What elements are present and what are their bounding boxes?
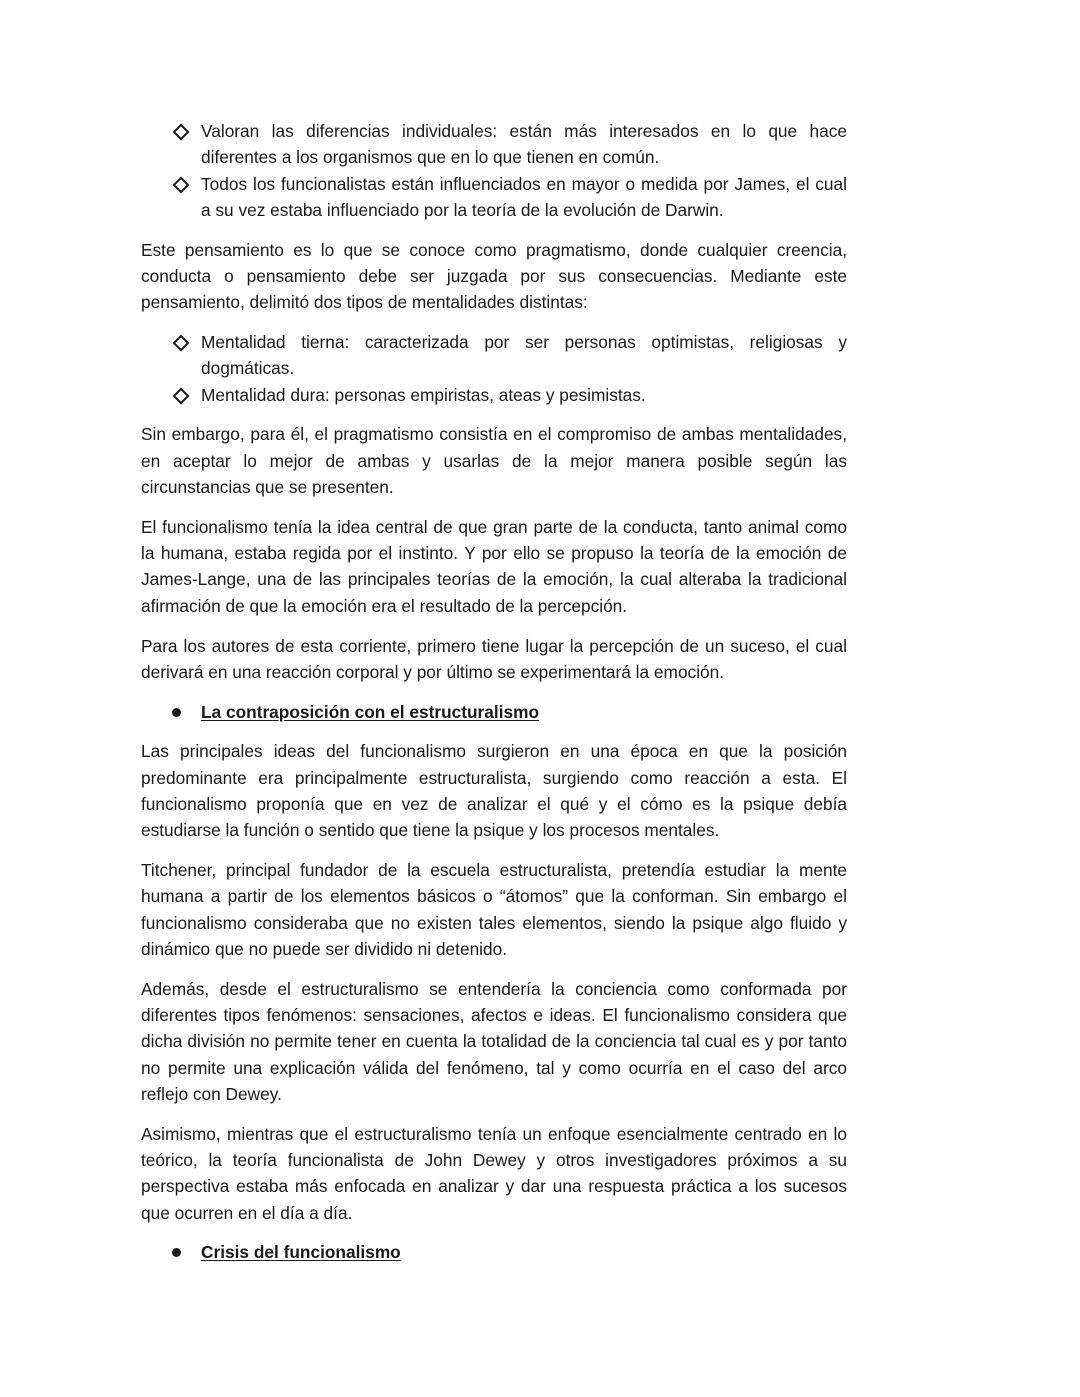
paragraph-percepcion: Para los autores de esta corriente, primero tiene lugar la percepción de un suceso, el cual derivará en una reacción corporal y por último se experimentará la emoción. [141,635,847,682]
list-item [141,171,847,224]
paragraph-titchener: Titchener, principal fundador de la escuela estructuralista, pretendía estudiar la mente humana a partir de los elementos básicos o “átomos” que la conforman. Sin embargo el funcionalismo consideraba que no existen tales elementos, siendo la psique algo fluido y dinámico que no puede ser dividido ni detenido. [141,860,847,960]
list-item-text: Mentalidad tierna: caracterizada por ser personas optimistas, religiosas y dogmáticas. [201,332,847,379]
section-heading-text: La contraposición con el estructuralismo [201,701,540,722]
paragraph-compromiso: Sin embargo, para él, el pragmatismo consistía en el compromiso de ambas mentalidades, en aceptar lo mejor de ambas y usarlas de la mejor manera posible según las circunstancias que se presenten. [141,424,847,498]
list-item-text: Todos los funcionalistas están influenciados en mayor o medida por James, el cual a su vez estaba influenciado por la teoría de la evolución de Darwin. [201,173,847,220]
list-item [141,329,847,382]
section-heading-text: Crisis del funcionalismo [201,1242,401,1263]
document-page [141,118,847,1279]
list-item [141,118,847,171]
bullet-list-characteristics [141,118,847,223]
bullet-list-mentalidades [141,329,847,408]
list-item-text: Mentalidad dura: personas empiristas, ateas y pesimistas. [201,384,646,405]
section-heading-crisis [141,1239,847,1265]
list-item-text: Valoran las diferencias individuales: están más interesados en lo que hace diferentes a los organismos que en lo que tienen en común. [201,121,847,168]
paragraph-instinto: El funcionalismo tenía la idea central de que gran parte de la conducta, tanto animal como la humana, estaba regida por el instinto. Y por ello se propuso la teoría de la emoción de James-Lange, una de las principales teorías de la emoción, la cual alteraba la tradicional afirmación de que la emoción era el resultado de la percepción. [141,516,847,616]
list-item [141,382,847,408]
section-heading-contraposicion [141,699,847,725]
paragraph-conciencia: Además, desde el estructuralismo se entendería la conciencia como conformada por diferentes tipos fenómenos: sensaciones, afectos e ideas. El funcionalismo considera que dicha división no permite tener en cuenta la totalidad de la conciencia tal cual es y por tanto no permite una explicación válida del fenómeno, tal y como ocurría en el caso del arco reflejo con Dewey. [141,978,847,1104]
paragraph-reaccion: Las principales ideas del funcionalismo surgieron en una época en que la posición predominante era principalmente estructuralista, surgiendo como reacción a esta. El funcionalismo proponía que en vez de analizar el qué y el cómo es la psique debía estudiarse la función o sentido que tiene la psique y los procesos mentales. [141,741,847,841]
paragraph-pragmatismo: Este pensamiento es lo que se conoce como pragmatismo, donde cualquier creencia, conducta o pensamiento debe ser juzgada por sus consecuencias. Mediante este pensamiento, delimitó dos tipos de mentalidades distintas: [141,239,847,313]
paragraph-dewey: Asimismo, mientras que el estructuralismo tenía un enfoque esencialmente centrado en lo teórico, la teoría funcionalista de John Dewey y otros investigadores próximos a su perspectiva estaba más enfocada en analizar y dar una respuesta práctica a los sucesos que ocurren en el día a día. [141,1123,847,1223]
round-bullet-icon [172,708,181,717]
round-bullet-icon [172,1248,181,1257]
